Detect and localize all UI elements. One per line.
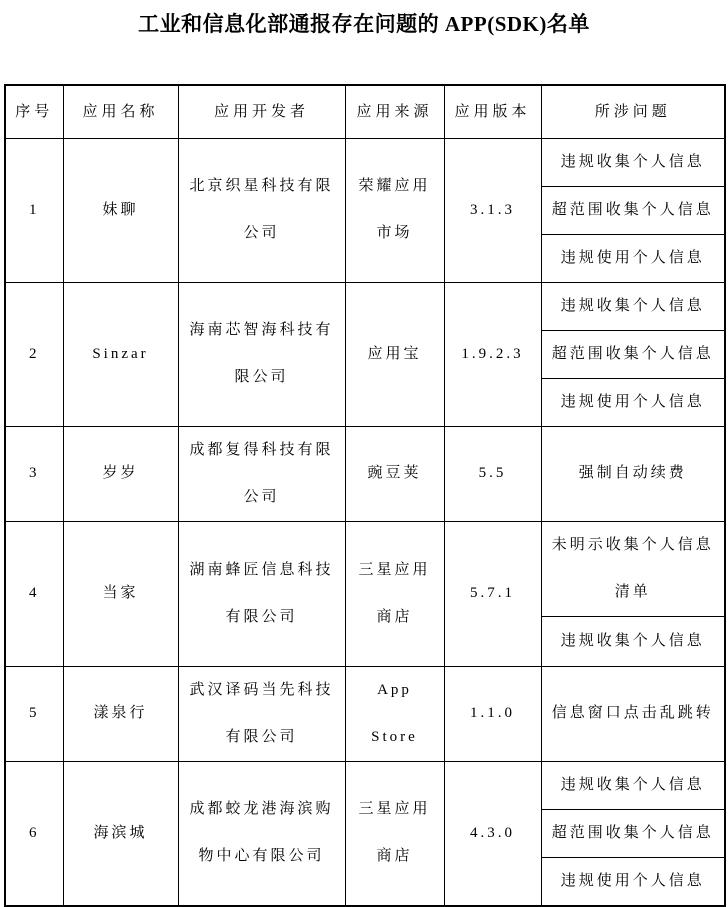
header-row [5, 85, 725, 138]
cell-source: 三星应用商店 [345, 761, 444, 906]
cell-source: App Store [345, 666, 444, 761]
cell-serial: 3 [5, 426, 63, 521]
cell-issue: 超范围收集个人信息 [541, 186, 725, 234]
cell-serial: 2 [5, 282, 63, 426]
cell-version: 1.1.0 [444, 666, 541, 761]
cell-issue: 超范围收集个人信息 [541, 809, 725, 857]
cell-issue: 超范围收集个人信息 [541, 330, 725, 378]
cell-version: 5.7.1 [444, 521, 541, 666]
app-list-table [4, 84, 726, 907]
cell-app-name: 漾泉行 [63, 666, 178, 761]
cell-serial: 6 [5, 761, 63, 906]
cell-source: 三星应用商店 [345, 521, 444, 666]
cell-serial: 4 [5, 521, 63, 666]
cell-app-name: 海滨城 [63, 761, 178, 906]
table-row [5, 426, 725, 521]
cell-version: 3.1.3 [444, 138, 541, 282]
cell-app-name: 妹聊 [63, 138, 178, 282]
table-row [5, 138, 725, 186]
document-page [0, 11, 728, 889]
header-source: 应用来源 [345, 85, 444, 138]
table-row [5, 282, 725, 330]
table-row [5, 761, 725, 809]
cell-issue: 强制自动续费 [541, 426, 725, 521]
cell-developer: 成都蛟龙港海滨购物中心有限公司 [178, 761, 345, 906]
header-version: 应用版本 [444, 85, 541, 138]
cell-serial: 1 [5, 138, 63, 282]
cell-issue: 信息窗口点击乱跳转 [541, 666, 725, 761]
table-row [5, 666, 725, 761]
cell-issue: 违规收集个人信息 [541, 282, 725, 330]
cell-issue: 违规使用个人信息 [541, 234, 725, 282]
cell-developer: 海南芯智海科技有限公司 [178, 282, 345, 426]
header-serial: 序号 [5, 85, 63, 138]
cell-serial: 5 [5, 666, 63, 761]
cell-source: 应用宝 [345, 282, 444, 426]
cell-version: 1.9.2.3 [444, 282, 541, 426]
cell-issue: 违规使用个人信息 [541, 378, 725, 426]
cell-version: 4.3.0 [444, 761, 541, 906]
header-app-name: 应用名称 [63, 85, 178, 138]
cell-app-name: 当家 [63, 521, 178, 666]
cell-app-name: Sinzar [63, 282, 178, 426]
header-issues: 所涉问题 [541, 85, 725, 138]
document-title: 工业和信息化部通报存在问题的 APP(SDK)名单 [138, 12, 590, 36]
cell-developer: 北京织星科技有限公司 [178, 138, 345, 282]
table-row [5, 521, 725, 616]
cell-issue: 未明示收集个人信息清单 [541, 521, 725, 616]
cell-developer: 武汉译码当先科技有限公司 [178, 666, 345, 761]
header-developer: 应用开发者 [178, 85, 345, 138]
cell-developer: 湖南蜂匠信息科技有限公司 [178, 521, 345, 666]
cell-issue: 违规收集个人信息 [541, 761, 725, 809]
cell-issue: 违规使用个人信息 [541, 857, 725, 906]
cell-issue: 违规收集个人信息 [541, 616, 725, 666]
cell-issue: 违规收集个人信息 [541, 138, 725, 186]
cell-source: 豌豆荚 [345, 426, 444, 521]
cell-developer: 成都复得科技有限公司 [178, 426, 345, 521]
cell-source: 荣耀应用市场 [345, 138, 444, 282]
cell-version: 5.5 [444, 426, 541, 521]
cell-app-name: 岁岁 [63, 426, 178, 521]
